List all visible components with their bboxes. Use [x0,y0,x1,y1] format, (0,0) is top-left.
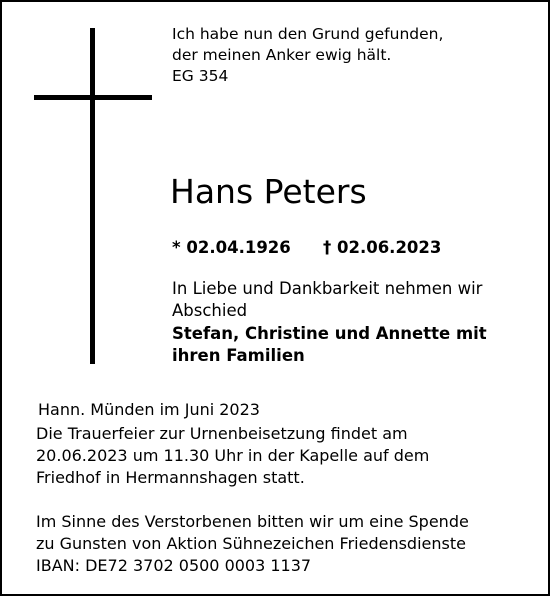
verse-line-2: der meinen Anker ewig hält. [172,46,392,64]
farewell-line-2: Abschied [172,301,248,320]
place-and-date: Hann. Münden im Juni 2023 [38,400,260,419]
donation-request [36,511,469,577]
death-date: † 02.06.2023 [323,238,442,257]
farewell-line-1: In Liebe und Dankbarkeit nehmen wir [172,279,483,298]
mourners-names [172,323,487,367]
ceremony-line-2: 20.06.2023 um 11.30 Uhr in der Kapelle auf dem [36,446,430,465]
hymn-verse [172,24,443,87]
cross-vertical-bar [90,28,95,364]
donation-iban: IBAN: DE72 3702 0500 0003 1137 [36,556,312,575]
ceremony-line-3: Friedhof in Hermannshagen statt. [36,468,305,487]
deceased-name: Hans Peters [170,172,367,211]
donation-line-1: Im Sinne des Verstorbenen bitten wir um eine Spende [36,512,469,531]
birth-date: * 02.04.1926 [172,238,291,257]
mourners-line-1: Stefan, Christine und Annette mit [172,324,487,343]
cross-horizontal-bar [34,95,152,100]
mourners-line-2: ihren Familien [172,346,305,365]
verse-reference: EG 354 [172,67,229,85]
donation-line-2: zu Gunsten von Aktion Sühnezeichen Friedensdienste [36,534,466,553]
verse-line-1: Ich habe nun den Grund gefunden, [172,25,444,43]
farewell-text [172,278,482,322]
ceremony-line-1: Die Trauerfeier zur Urnenbeisetzung findet am [36,424,408,443]
funeral-ceremony-info [36,423,429,489]
